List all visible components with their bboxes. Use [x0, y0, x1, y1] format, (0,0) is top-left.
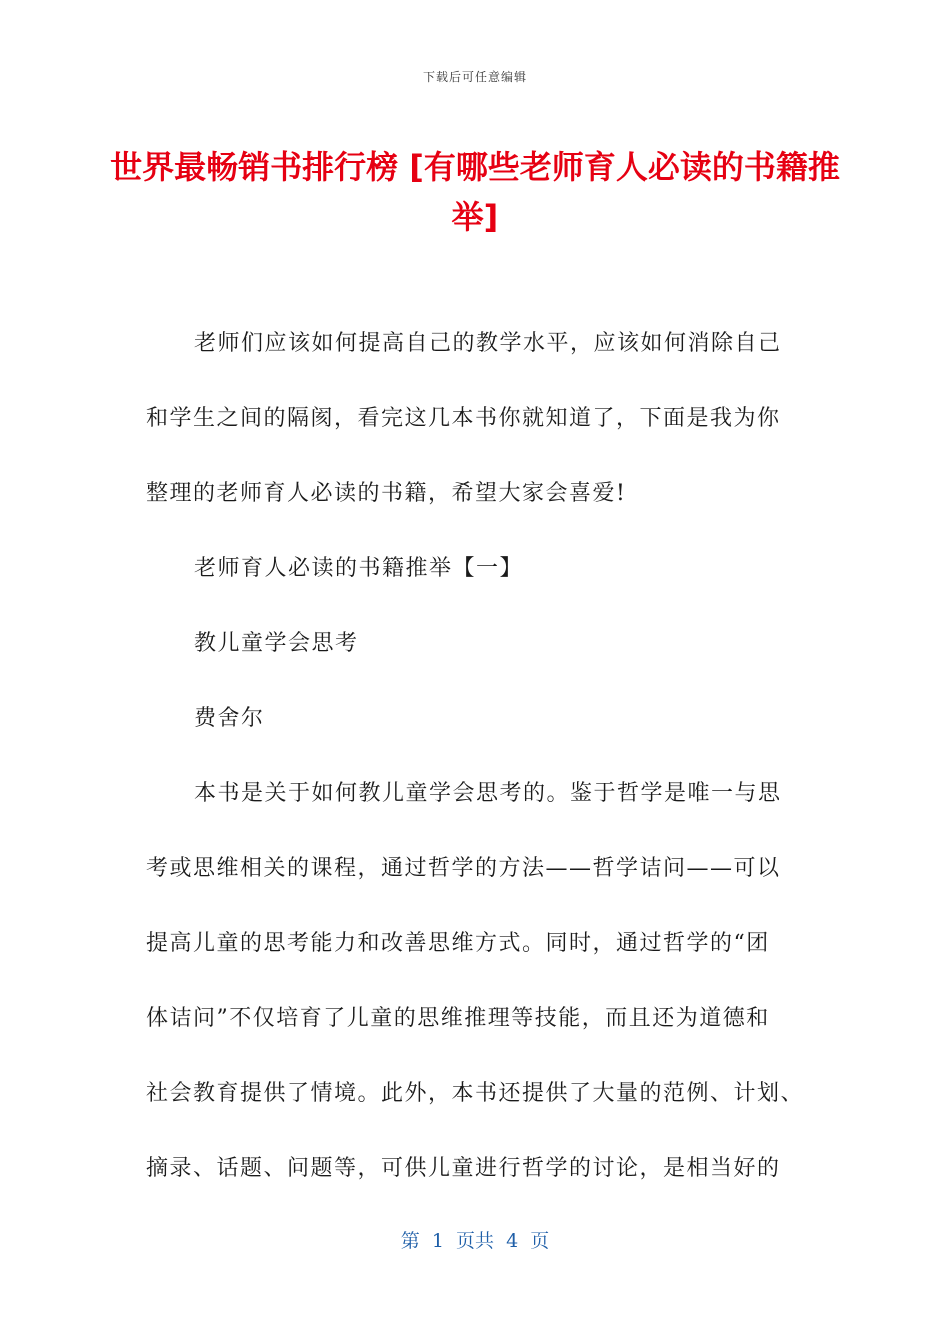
paragraph-line: 考或思维相关的课程，通过哲学的方法——哲学诘问——可以 — [146, 856, 781, 881]
paragraph-line: 提高儿童的思考能力和改善思维方式。同时，通过哲学的“团 — [146, 931, 770, 956]
paragraph-line: 老师们应该如何提高自己的教学水平，应该如何消除自己 — [194, 331, 782, 356]
paragraph-line: 摘录、话题、问题等，可供儿童进行哲学的讨论，是相当好的 — [146, 1156, 781, 1181]
section-heading: 老师育人必读的书籍推举【一】 — [194, 556, 524, 581]
document-body — [146, 316, 816, 1216]
paragraph-line: 本书是关于如何教儿童学会思考的。鉴于哲学是唯一与思 — [194, 781, 782, 806]
paragraph-line: 体诘问”不仅培育了儿童的思维推理等技能，而且还为道德和 — [146, 1006, 770, 1031]
book-author: 费舍尔 — [194, 706, 265, 731]
book-title: 教儿童学会思考 — [194, 631, 359, 656]
header-note: 下载后可任意编辑 — [422, 70, 527, 84]
document-title: 世界最畅销书排行榜 [有哪些老师育人必读的书籍推举] — [110, 148, 840, 236]
paragraph-line: 和学生之间的隔阂，看完这几本书你就知道了，下面是我为你 — [146, 406, 781, 431]
page-number: 第 1 页共 4 页 — [400, 1230, 550, 1252]
paragraph-line: 整理的老师育人必读的书籍，希望大家会喜爱! — [146, 481, 627, 506]
page-footer — [0, 1226, 950, 1253]
paragraph-line: 社会教育提供了情境。此外，本书还提供了大量的范例、计划、 — [146, 1081, 805, 1106]
